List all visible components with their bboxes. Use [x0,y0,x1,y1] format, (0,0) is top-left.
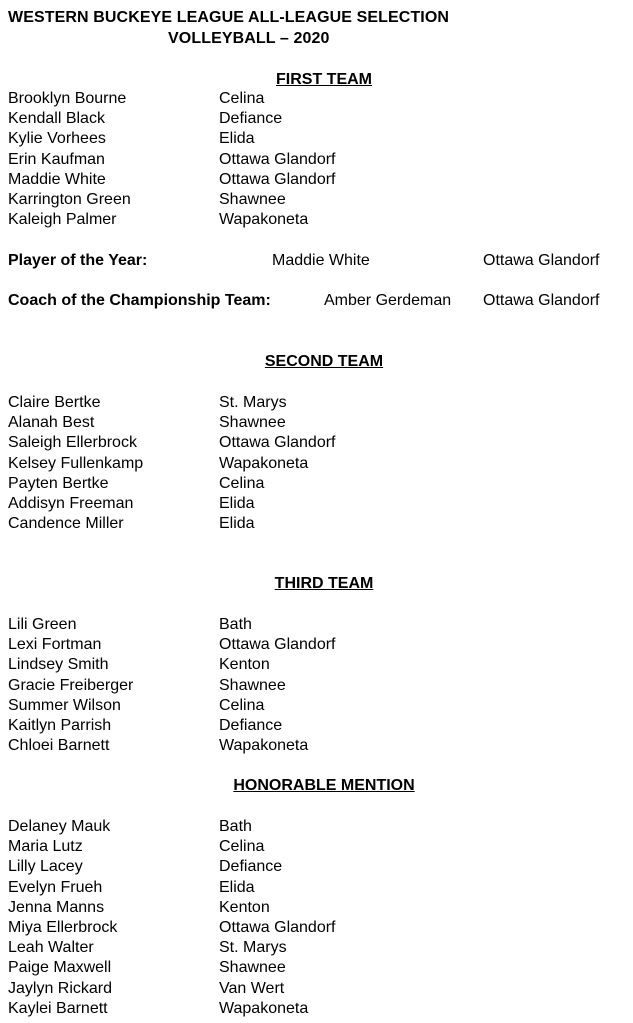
player-name: Kylie Vorhees [8,130,106,148]
player-name: Lindsey Smith [8,656,109,674]
list-item [0,677,633,697]
player-name: Candence Miller [8,515,124,533]
player-name: Gracie Freiberger [8,676,134,694]
list-item [0,959,633,979]
player-of-year-name: Maddie White [272,252,370,269]
player-school: Ottawa Glandorf [219,919,336,936]
player-school: Shawnee [219,676,286,694]
list-item [0,130,633,150]
player-of-year-school: Ottawa Glandorf [483,252,600,269]
list-item [0,656,633,676]
player-name: Erin Kaufman [8,150,105,168]
player-name: Addisyn Freeman [8,495,134,512]
list-item [0,171,633,191]
first-team-heading: FIRST TEAM [276,71,372,88]
player-name: Jaylyn Rickard [8,979,113,997]
player-school: Elida [219,878,255,896]
list-item [0,110,633,130]
player-name: Lilly Lacey [8,858,83,876]
player-name: Kaleigh Palmer [8,211,117,229]
player-school: Celina [219,474,265,492]
list-item [0,697,633,717]
player-name: Chloei Barnett [8,737,110,755]
player-school: Celina [219,696,265,714]
player-name: Claire Bertke [8,394,101,411]
list-item [0,636,633,656]
player-school: Celina [219,90,265,107]
list-item [0,879,633,899]
player-name: Kaitlyn Parrish [8,717,112,734]
list-item [0,818,633,838]
list-item [0,616,633,636]
list-item [0,737,633,757]
list-item [0,151,633,171]
player-school: Defiance [219,110,283,128]
coach-label: Coach of the Championship Team: [8,292,271,309]
player-school: Elida [219,495,255,512]
player-school: Shawnee [219,959,286,977]
list-item [0,899,633,919]
list-item [0,90,633,110]
player-name: Alanah Best [8,414,95,432]
list-item [0,980,633,1000]
player-school: Kenton [219,656,270,674]
player-of-year-row [0,252,633,272]
player-name: Leah Walter [8,939,94,957]
list-item [0,434,633,454]
player-of-year-label: Player of the Year: [8,252,148,269]
player-name: Summer Wilson [8,696,121,714]
player-school: Ottawa Glandorf [219,434,336,452]
player-name: Paige Maxwell [8,959,112,977]
player-name: Lili Green [8,616,77,633]
player-school: Van Wert [219,979,285,997]
player-school: Wapakoneta [219,999,309,1017]
player-school: St. Marys [219,939,287,957]
list-item [0,939,633,959]
list-item [0,394,633,414]
list-item [0,838,633,858]
list-item [0,455,633,475]
list-item [0,211,633,231]
list-item [0,495,633,515]
player-school: Wapakoneta [219,211,309,229]
player-name: Delaney Mauk [8,818,111,835]
player-name: Karrington Green [8,191,131,208]
player-school: Defiance [219,717,283,734]
player-school: Wapakoneta [219,737,309,755]
player-name: Jenna Manns [8,898,105,916]
player-name: Kelsey Fullenkamp [8,454,144,472]
player-name: Lexi Fortman [8,636,102,654]
player-name: Evelyn Frueh [8,878,103,896]
player-name: Miya Ellerbrock [8,919,118,936]
player-school: Ottawa Glandorf [219,636,336,654]
player-school: St. Marys [219,394,287,411]
player-name: Kaylei Barnett [8,999,108,1017]
player-school: Defiance [219,858,283,876]
list-item [0,717,633,737]
list-item [0,515,633,535]
player-school: Elida [219,515,255,533]
player-school: Shawnee [219,191,286,208]
list-item [0,1000,633,1020]
player-school: Celina [219,838,265,856]
player-school: Shawnee [219,414,286,432]
list-item [0,475,633,495]
document-title: WESTERN BUCKEYE LEAGUE ALL-LEAGUE SELECTION [8,9,450,26]
player-school: Elida [219,130,255,148]
coach-of-championship-row [0,292,633,312]
coach-name: Amber Gerdeman [324,292,452,309]
second-team-heading: SECOND TEAM [264,353,384,370]
player-name: Maria Lutz [8,838,83,856]
player-school: Bath [219,616,252,633]
player-name: Saleigh Ellerbrock [8,434,137,452]
player-name: Kendall Black [8,110,105,128]
player-school: Kenton [219,898,270,916]
coach-school: Ottawa Glandorf [483,292,600,309]
player-school: Ottawa Glandorf [219,150,336,168]
player-name: Brooklyn Bourne [8,90,127,107]
player-name: Maddie White [8,170,106,188]
honorable-mention-heading: HONORABLE MENTION [233,777,415,794]
document-subtitle: VOLLEYBALL – 2020 [168,30,330,47]
list-item [0,191,633,211]
list-item [0,919,633,939]
player-school: Wapakoneta [219,454,309,472]
player-school: Bath [219,818,252,835]
third-team-heading: THIRD TEAM [274,575,374,592]
list-item [0,858,633,878]
list-item [0,414,633,434]
player-name: Payten Bertke [8,474,109,492]
player-school: Ottawa Glandorf [219,170,336,188]
